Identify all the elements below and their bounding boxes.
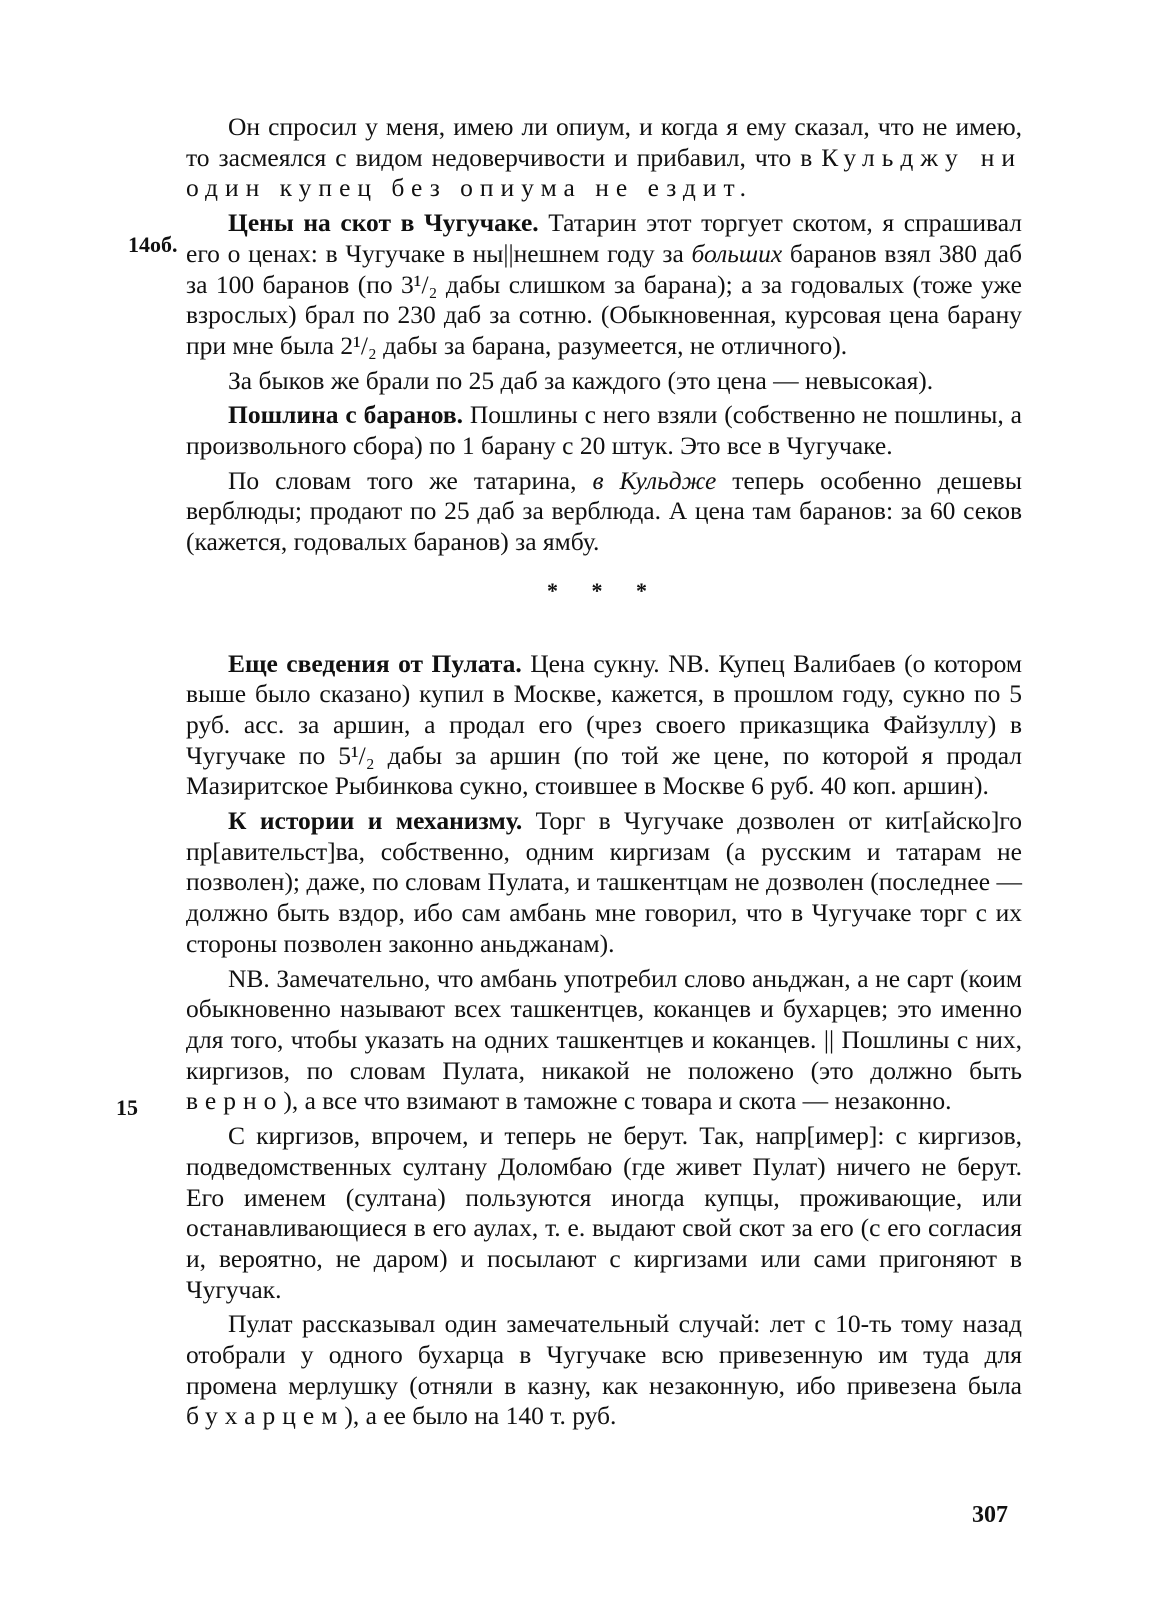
section-heading-cattle-prices: Цены на скот в Чугучаке. (228, 208, 539, 238)
paragraph-text: Цена сукну. NB. Купец Валибаев (о котором выше было сказано) купил в Москве, кажется, в прошлом году, сукно по 5 руб. асс. за аршин, а продал его (чрез своего приказщика Файзуллу) в Чугучаке по 5¹/₂ дабы за аршин (по той же цене, по которой я продал Мазиритское Рыбинкова сукно, стоившее в Москве 6 руб. 40 коп. аршин). (186, 648, 1022, 801)
paragraph-cattle-prices (186, 208, 1022, 362)
spaced-emphasis: Кульджу ни один купец без опиума не ездит. (186, 142, 1022, 203)
paragraph-opium-text: Он спросил у меня, имею ли опиум, и когда я ему сказал, что не имею, то засмеялся с видом недоверчивости и прибавил, что в (186, 112, 1022, 172)
paragraph-history (186, 806, 1022, 960)
page-number: 307 (972, 1502, 1008, 1528)
margin-note-15: 15 (116, 1095, 138, 1120)
section-heading-history: К истории и механизму. (228, 806, 523, 836)
paragraph-text: ), а ее было на 140 т. руб. (344, 1401, 617, 1431)
paragraph-text: По словам того же татарина, (228, 465, 593, 495)
spaced-emphasis: верно (186, 1086, 284, 1116)
paragraph-text: Пошлины с него взяли (собственно не пошлины, а произвольного сбора) по 1 барану с 20 штук. Это все в Чугучаке. (186, 400, 1022, 461)
spaced-emphasis: бухарцем (186, 1401, 345, 1431)
paragraph-nb (186, 964, 1022, 1118)
paragraph-text: Пулат рассказывал один замечательный случай: лет с 10-ть тому назад отобрали у одного бухарца в Чугучаке всю привезенную им туда для промена мерлушку (отняли в казну, как незаконную, ибо привезена была (186, 1309, 1022, 1400)
margin-note-14ob: 14об. (128, 232, 178, 257)
italic-emphasis: в Кульдже (592, 465, 717, 495)
paragraph-text: Татарин этот торгует скотом, я спрашивал его о ценах: в Чугучаке в ны||нешнем году за (186, 208, 1022, 268)
paragraph-bulls: За быков же брали по 25 даб за каждого (это цена — невысокая). (228, 365, 934, 395)
paragraph-kuldja (186, 466, 1022, 558)
paragraph-pulat (186, 649, 1022, 803)
paragraph-text: Торг в Чугучаке дозволен от кит[айско]го пр[авительст]ва, собственно, одним киргизам (а русским и татарам не позволен); даже, по словам Пулата, и ташкентцам не дозволен (последнее — должно быть вздор, ибо сам амбань мне говорил, что в Чугучаке торг с их стороны позволен законно аньджанам). (186, 806, 1022, 958)
page-body (186, 112, 1022, 1436)
paragraph-text: ), а все что взимают в таможне с товара и скота — незаконно. (283, 1086, 952, 1116)
paragraph-text: баранов взял 380 даб за 100 баранов (по 3¹/₂ дабы слишком за барана); а за годовалых (тоже уже взрослых) брал по 230 даб за сотню. (Обыкновенная, курсовая цена барану при мне была 2¹/₂ дабы за барана, разумеется, не отличного). (186, 238, 1022, 360)
section-heading-pulat: Еще сведения от Пулата. (228, 648, 522, 678)
paragraph-kirgiz: С киргизов, впрочем, и теперь не берут. Так, напр[имер]: с киргизов, подведомственных султану Доломбаю (где живет Пулат) ничего не берут. Его именем (султана) пользуются иногда купцы, проживающие, или останавливающиеся в его аулах, т. е. выдают свой скот за его (с его согласия и, вероятно, не даром) и посылают с киргизами или сами пригоняют в Чугучак. (186, 1121, 1022, 1304)
section-divider-stars: * * * (547, 577, 661, 603)
paragraph-text: NB. Замечательно, что амбань употребил слово аньджан, а не сарт (коим обыкновенно называют всех ташкентцев, коканцев и бухарцев; это именно для того, чтобы указать на одних ташкентцев и коканцев. || Пошлины с них, киргизов, по словам Пулата, никакой не положено (это должно быть (186, 963, 1022, 1085)
paragraph-opium (186, 112, 1022, 204)
paragraph-duty (186, 400, 1022, 461)
paragraph-text: теперь особенно дешевы верблюды; продают по 25 даб за верблюда. А цена там баранов: за 60 секов (кажется, годовалых баранов) за ямбу. (186, 465, 1022, 557)
italic-emphasis: больших (691, 238, 783, 268)
section-heading-duty: Пошлина с баранов. (228, 400, 463, 430)
paragraph-case (186, 1309, 1022, 1432)
